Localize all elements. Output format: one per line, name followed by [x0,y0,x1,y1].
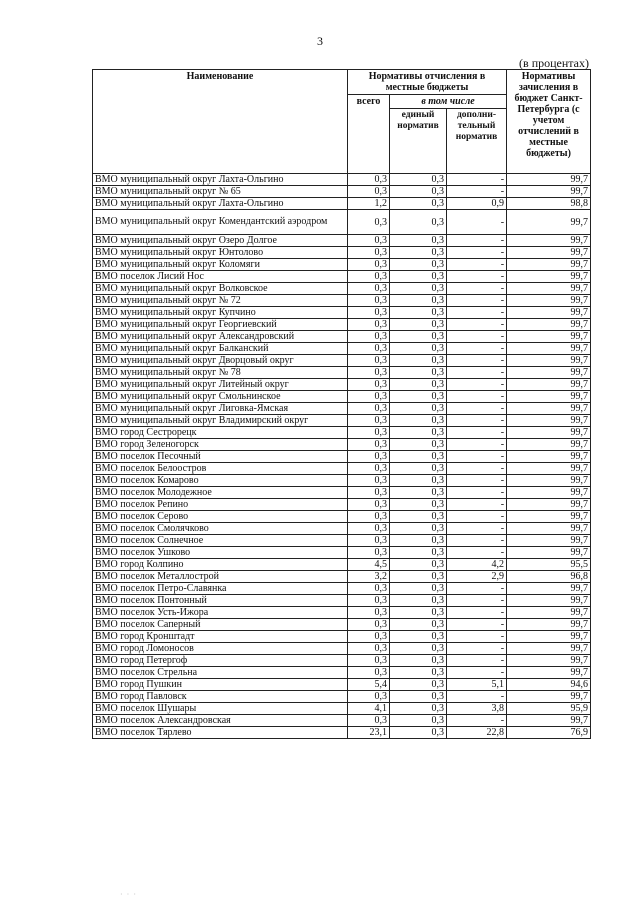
row-additional-norm: - [447,283,507,295]
table-row [93,679,591,691]
row-additional-norm: - [447,210,507,235]
table-row [93,727,591,739]
table-row [93,583,591,595]
row-single-norm: 0,3 [390,571,447,583]
row-additional-norm: - [447,547,507,559]
row-additional-norm: - [447,475,507,487]
row-spb-norm: 99,7 [507,367,591,379]
row-single-norm: 0,3 [390,379,447,391]
row-total: 0,3 [348,715,390,727]
row-additional-norm: 4,2 [447,559,507,571]
row-spb-norm: 99,7 [507,283,591,295]
row-single-norm: 0,3 [390,271,447,283]
row-name: ВМО город Кронштадт [93,631,348,643]
table-row [93,355,591,367]
row-single-norm: 0,3 [390,715,447,727]
row-name: ВМО муниципальный округ Озеро Долгое [93,235,348,247]
row-spb-norm: 96,8 [507,571,591,583]
row-spb-norm: 99,7 [507,619,591,631]
header-including: в том числе [390,95,507,109]
row-additional-norm: - [447,174,507,186]
table-row [93,691,591,703]
row-name: ВМО муниципальный округ Купчино [93,307,348,319]
row-spb-norm: 99,7 [507,403,591,415]
row-spb-norm: 99,7 [507,343,591,355]
row-name: ВМО поселок Тярлево [93,727,348,739]
row-total: 0,3 [348,247,390,259]
row-spb-norm: 99,7 [507,643,591,655]
row-name: ВМО муниципальный округ № 78 [93,367,348,379]
row-single-norm: 0,3 [390,259,447,271]
row-spb-norm: 99,7 [507,391,591,403]
row-name: ВМО муниципальный округ Коломяги [93,259,348,271]
row-name: ВМО муниципальный округ Юнтолово [93,247,348,259]
row-name: ВМО муниципальный округ № 65 [93,186,348,198]
row-name: ВМО город Ломоносов [93,643,348,655]
row-total: 0,3 [348,523,390,535]
row-single-norm: 0,3 [390,283,447,295]
row-spb-norm: 99,7 [507,451,591,463]
row-additional-norm: - [447,499,507,511]
row-spb-norm: 99,7 [507,655,591,667]
row-single-norm: 0,3 [390,439,447,451]
header-name: Наименование [93,70,348,174]
table-row [93,391,591,403]
table-row [93,439,591,451]
row-single-norm: 0,3 [390,535,447,547]
row-single-norm: 0,3 [390,595,447,607]
row-total: 0,3 [348,307,390,319]
row-total: 3,2 [348,571,390,583]
row-spb-norm: 99,7 [507,331,591,343]
row-name: ВМО поселок Молодежное [93,487,348,499]
row-total: 0,3 [348,619,390,631]
row-single-norm: 0,3 [390,210,447,235]
row-additional-norm: - [447,367,507,379]
row-additional-norm: - [447,583,507,595]
table-row [93,367,591,379]
row-total: 0,3 [348,691,390,703]
row-single-norm: 0,3 [390,631,447,643]
row-additional-norm: - [447,595,507,607]
table-row [93,511,591,523]
row-total: 0,3 [348,511,390,523]
row-total: 0,3 [348,403,390,415]
row-single-norm: 0,3 [390,355,447,367]
row-spb-norm: 99,7 [507,319,591,331]
row-name: ВМО муниципальный округ Дворцовый округ [93,355,348,367]
row-total: 0,3 [348,391,390,403]
row-total: 0,3 [348,235,390,247]
row-additional-norm: - [447,379,507,391]
row-total: 0,3 [348,427,390,439]
row-total: 0,3 [348,174,390,186]
row-single-norm: 0,3 [390,523,447,535]
row-single-norm: 0,3 [390,307,447,319]
row-spb-norm: 99,7 [507,259,591,271]
row-spb-norm: 95,9 [507,703,591,715]
row-name: ВМО поселок Александровская [93,715,348,727]
row-spb-norm: 99,7 [507,547,591,559]
row-spb-norm: 99,7 [507,631,591,643]
row-single-norm: 0,3 [390,391,447,403]
row-single-norm: 0,3 [390,511,447,523]
row-single-norm: 0,3 [390,691,447,703]
row-spb-norm: 98,8 [507,198,591,210]
table-row [93,174,591,186]
row-spb-norm: 95,5 [507,559,591,571]
row-name: ВМО поселок Ушково [93,547,348,559]
row-additional-norm: - [447,415,507,427]
table-row [93,607,591,619]
table-row [93,259,591,271]
row-single-norm: 0,3 [390,451,447,463]
table-row [93,559,591,571]
table-row [93,535,591,547]
row-spb-norm: 99,7 [507,583,591,595]
table-row [93,715,591,727]
table-row [93,271,591,283]
row-name: ВМО муниципальный округ Лахта-Ольгино [93,174,348,186]
row-name: ВМО муниципальный округ Литейный округ [93,379,348,391]
row-spb-norm: 99,7 [507,487,591,499]
row-additional-norm: - [447,439,507,451]
row-additional-norm: - [447,631,507,643]
header-total: всего [348,95,390,174]
row-total: 0,3 [348,631,390,643]
table-row [93,451,591,463]
row-single-norm: 0,3 [390,198,447,210]
row-spb-norm: 99,7 [507,307,591,319]
row-name: ВМО поселок Белоостров [93,463,348,475]
row-single-norm: 0,3 [390,487,447,499]
table-row [93,379,591,391]
row-name: ВМО поселок Серово [93,511,348,523]
row-total: 0,3 [348,343,390,355]
row-additional-norm: - [447,619,507,631]
row-total: 0,3 [348,583,390,595]
row-name: ВМО муниципальный округ Владимирский округ [93,415,348,427]
table-row [93,319,591,331]
table-row [93,210,591,235]
row-additional-norm: - [447,655,507,667]
table-row [93,295,591,307]
table-row [93,703,591,715]
row-total: 5,4 [348,679,390,691]
row-name: ВМО муниципальный округ Георгиевский [93,319,348,331]
row-total: 0,3 [348,475,390,487]
row-additional-norm: - [447,235,507,247]
norms-table [92,69,591,739]
header-additional-norm: дополни-тельный норматив [447,109,507,174]
row-name: ВМО поселок Петро-Славянка [93,583,348,595]
row-single-norm: 0,3 [390,427,447,439]
row-single-norm: 0,3 [390,607,447,619]
row-additional-norm: - [447,331,507,343]
row-spb-norm: 99,7 [507,715,591,727]
row-total: 0,3 [348,451,390,463]
row-spb-norm: 99,7 [507,355,591,367]
row-name: ВМО муниципальный округ Лиговка-Ямская [93,403,348,415]
table-row [93,186,591,198]
row-total: 0,3 [348,319,390,331]
row-name: ВМО муниципальный округ Балканский [93,343,348,355]
row-name: ВМО муниципальный округ Комендантский аэродром [93,210,348,235]
page-number: 3 [317,34,323,48]
table-row [93,343,591,355]
row-additional-norm: - [447,319,507,331]
row-spb-norm: 99,7 [507,210,591,235]
row-total: 0,3 [348,283,390,295]
header-row-1 [93,70,591,95]
row-spb-norm: 99,7 [507,427,591,439]
table-row [93,331,591,343]
row-name: ВМО поселок Солнечное [93,535,348,547]
row-total: 0,3 [348,186,390,198]
row-total: 0,3 [348,367,390,379]
row-spb-norm: 99,7 [507,511,591,523]
table-row [93,475,591,487]
row-name: ВМО поселок Стрельна [93,667,348,679]
row-additional-norm: - [447,451,507,463]
row-total: 0,3 [348,331,390,343]
row-additional-norm: - [447,403,507,415]
row-additional-norm: - [447,511,507,523]
row-total: 0,3 [348,643,390,655]
table-row [93,427,591,439]
table-body [93,174,591,739]
row-spb-norm: 99,7 [507,186,591,198]
row-single-norm: 0,3 [390,463,447,475]
row-single-norm: 0,3 [390,679,447,691]
table-row [93,198,591,210]
row-name: ВМО муниципальный округ Александровский [93,331,348,343]
row-single-norm: 0,3 [390,367,447,379]
row-total: 0,3 [348,535,390,547]
table-row [93,415,591,427]
row-spb-norm: 99,7 [507,475,591,487]
row-single-norm: 0,3 [390,247,447,259]
units-note: (в процентах) [519,56,589,70]
row-total: 0,3 [348,487,390,499]
header-local-budgets: Нормативы отчисления в местные бюджеты [348,70,507,95]
row-spb-norm: 99,7 [507,439,591,451]
row-name: ВМО поселок Комарово [93,475,348,487]
row-name: ВМО город Павловск [93,691,348,703]
row-single-norm: 0,3 [390,619,447,631]
row-spb-norm: 99,7 [507,691,591,703]
row-name: ВМО поселок Металлострой [93,571,348,583]
row-total: 0,3 [348,271,390,283]
row-name: ВМО поселок Песочный [93,451,348,463]
row-spb-norm: 99,7 [507,499,591,511]
row-single-norm: 0,3 [390,415,447,427]
row-single-norm: 0,3 [390,547,447,559]
row-spb-norm: 99,7 [507,295,591,307]
row-total: 0,3 [348,607,390,619]
row-additional-norm: - [447,427,507,439]
table-row [93,403,591,415]
table-row [93,463,591,475]
row-name: ВМО поселок Репино [93,499,348,511]
row-total: 0,3 [348,595,390,607]
row-additional-norm: - [447,643,507,655]
row-additional-norm: - [447,607,507,619]
row-name: ВМО город Сестрорецк [93,427,348,439]
row-additional-norm: - [447,667,507,679]
row-single-norm: 0,3 [390,559,447,571]
table-row [93,643,591,655]
row-total: 0,3 [348,547,390,559]
row-additional-norm: - [447,691,507,703]
table-row [93,595,591,607]
row-name: ВМО поселок Смолячково [93,523,348,535]
row-total: 0,3 [348,463,390,475]
table-row [93,571,591,583]
row-total: 4,1 [348,703,390,715]
row-name: ВМО город Петергоф [93,655,348,667]
row-single-norm: 0,3 [390,186,447,198]
row-spb-norm: 99,7 [507,523,591,535]
row-total: 1,2 [348,198,390,210]
row-name: ВМО поселок Усть-Ижора [93,607,348,619]
row-spb-norm: 99,7 [507,535,591,547]
row-spb-norm: 99,7 [507,174,591,186]
row-single-norm: 0,3 [390,499,447,511]
row-name: ВМО поселок Понтонный [93,595,348,607]
row-spb-norm: 99,7 [507,235,591,247]
row-total: 0,3 [348,655,390,667]
row-spb-norm: 99,7 [507,463,591,475]
row-spb-norm: 99,7 [507,415,591,427]
row-additional-norm: 5,1 [447,679,507,691]
row-total: 0,3 [348,210,390,235]
row-additional-norm: - [447,295,507,307]
row-name: ВМО город Колпино [93,559,348,571]
header-spb-budget: Нормативы зачисления в бюджет Санкт-Петербурга (с учетом отчислений в местные бюджеты) [507,70,591,174]
row-spb-norm: 99,7 [507,271,591,283]
table-row [93,499,591,511]
row-total: 0,3 [348,667,390,679]
table-row [93,547,591,559]
row-total: 0,3 [348,439,390,451]
row-additional-norm: 22,8 [447,727,507,739]
row-additional-norm: - [447,247,507,259]
row-additional-norm: 2,9 [447,571,507,583]
row-spb-norm: 99,7 [507,379,591,391]
row-additional-norm: - [447,391,507,403]
row-additional-norm: 0,9 [447,198,507,210]
row-total: 4,5 [348,559,390,571]
table-row [93,655,591,667]
row-name: ВМО поселок Саперный [93,619,348,631]
row-spb-norm: 99,7 [507,667,591,679]
row-name: ВМО поселок Шушары [93,703,348,715]
table-row [93,283,591,295]
row-single-norm: 0,3 [390,643,447,655]
row-additional-norm: 3,8 [447,703,507,715]
table-row [93,523,591,535]
row-single-norm: 0,3 [390,667,447,679]
row-total: 0,3 [348,259,390,271]
row-single-norm: 0,3 [390,343,447,355]
table-row [93,667,591,679]
row-single-norm: 0,3 [390,727,447,739]
row-single-norm: 0,3 [390,703,447,715]
row-name: ВМО город Пушкин [93,679,348,691]
row-single-norm: 0,3 [390,583,447,595]
row-total: 0,3 [348,295,390,307]
row-total: 0,3 [348,355,390,367]
row-spb-norm: 99,7 [507,247,591,259]
table-row [93,307,591,319]
row-additional-norm: - [447,535,507,547]
row-name: ВМО город Зеленогорск [93,439,348,451]
row-spb-norm: 76,9 [507,727,591,739]
row-spb-norm: 99,7 [507,607,591,619]
row-single-norm: 0,3 [390,295,447,307]
row-single-norm: 0,3 [390,331,447,343]
row-additional-norm: - [447,343,507,355]
table-row [93,235,591,247]
row-additional-norm: - [447,355,507,367]
table-row [93,487,591,499]
row-additional-norm: - [447,715,507,727]
row-total: 0,3 [348,415,390,427]
row-single-norm: 0,3 [390,319,447,331]
row-single-norm: 0,3 [390,174,447,186]
header-single-norm: единый норматив [390,109,447,174]
table-row [93,247,591,259]
row-additional-norm: - [447,259,507,271]
row-single-norm: 0,3 [390,235,447,247]
row-total: 23,1 [348,727,390,739]
row-additional-norm: - [447,186,507,198]
row-single-norm: 0,3 [390,403,447,415]
row-name: ВМО муниципальный округ Лахта-Ольгино [93,198,348,210]
row-spb-norm: 99,7 [507,595,591,607]
row-single-norm: 0,3 [390,655,447,667]
scan-artifact: · · · [120,890,137,899]
row-name: ВМО поселок Лисий Нос [93,271,348,283]
row-total: 0,3 [348,499,390,511]
table-row [93,619,591,631]
row-additional-norm: - [447,307,507,319]
row-name: ВМО муниципальный округ Смольнинское [93,391,348,403]
row-additional-norm: - [447,487,507,499]
table-row [93,631,591,643]
row-additional-norm: - [447,463,507,475]
row-name: ВМО муниципальный округ № 72 [93,295,348,307]
row-additional-norm: - [447,523,507,535]
row-spb-norm: 94,6 [507,679,591,691]
row-additional-norm: - [447,271,507,283]
row-total: 0,3 [348,379,390,391]
row-name: ВМО муниципальный округ Волковское [93,283,348,295]
row-single-norm: 0,3 [390,475,447,487]
